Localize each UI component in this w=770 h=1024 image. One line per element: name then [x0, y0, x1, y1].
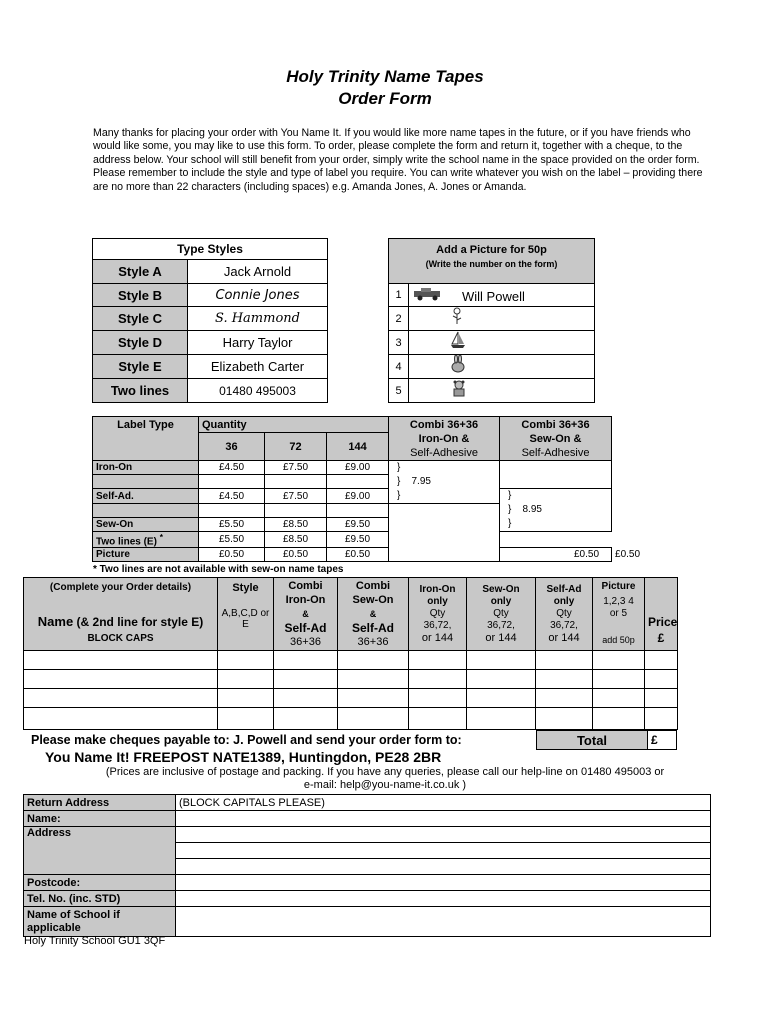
- cheques-payable-text: Please make cheques payable to: J. Powell and send your order form to:: [31, 733, 462, 747]
- order-style-input[interactable]: [218, 651, 274, 670]
- order-style-input[interactable]: [218, 708, 274, 730]
- sewon-only-col: or 144: [485, 632, 517, 644]
- style-label: Style C: [93, 307, 188, 331]
- teddy-icon: [450, 379, 470, 393]
- intro-text: [93, 127, 713, 194]
- quantity-144: 144: [327, 433, 389, 461]
- order-cell[interactable]: [536, 670, 593, 689]
- order-cell[interactable]: [536, 708, 593, 730]
- brace: }: [508, 518, 512, 529]
- order-name-input[interactable]: [24, 689, 218, 708]
- order-row: [24, 670, 678, 689]
- address-input[interactable]: [176, 859, 711, 875]
- order-cell[interactable]: [274, 651, 338, 670]
- brace: }: [397, 490, 401, 501]
- ironon-only-col: 36,72,: [423, 620, 452, 631]
- car-icon: [412, 287, 432, 301]
- block-capitals-note: (BLOCK CAPITALS PLEASE): [179, 796, 325, 809]
- type-styles-heading: Type Styles: [93, 239, 328, 260]
- price-cell: £4.50: [199, 489, 265, 504]
- order-cell[interactable]: [593, 670, 645, 689]
- form-title: Holy Trinity Name Tapes: [286, 67, 484, 86]
- price-cell: £9.50: [327, 518, 389, 532]
- combi-sewon-price: 8.95: [522, 504, 542, 515]
- style-label: Style A: [93, 260, 188, 284]
- style-sample: Elizabeth Carter: [188, 355, 328, 379]
- flower-icon: [450, 307, 470, 321]
- freepost-address: You Name It! FREEPOST NATE1389, Huntingdon, PE28 2BR: [45, 749, 442, 765]
- label-type-name: Iron-On: [93, 461, 199, 475]
- combi-sewon-col: Combi: [355, 580, 391, 592]
- school-name-input[interactable]: [176, 907, 711, 937]
- picture-number: 1: [389, 284, 409, 307]
- order-cell[interactable]: [409, 708, 467, 730]
- order-cell[interactable]: [593, 651, 645, 670]
- combi-ironon-col: &: [302, 609, 309, 619]
- picture-sample: Will Powell: [462, 288, 525, 304]
- label-type-name: Two lines (E): [96, 536, 157, 548]
- email-note: e-mail: help@you-name-it.co.uk ): [303, 779, 467, 791]
- order-cell[interactable]: [593, 708, 645, 730]
- total-table: [536, 730, 677, 750]
- order-cell[interactable]: [274, 689, 338, 708]
- order-cell[interactable]: [274, 670, 338, 689]
- order-cell[interactable]: [536, 651, 593, 670]
- sewon-only-col: only: [490, 596, 512, 607]
- price-col-currency: £: [657, 631, 665, 645]
- sewon-only-col: 36,72,: [487, 620, 515, 631]
- picture-table: [388, 238, 595, 403]
- style-label: Style B: [93, 284, 188, 307]
- style-label: Style D: [93, 331, 188, 355]
- price-cell: £0.50: [199, 548, 265, 562]
- price-cell: £9.00: [327, 489, 389, 504]
- order-price-cell[interactable]: [645, 651, 678, 670]
- order-cell[interactable]: [338, 651, 409, 670]
- label-type-name: Self-Ad.: [93, 489, 199, 504]
- price-cell: £5.50: [199, 532, 265, 548]
- intro-paragraph-2: Please remember to include the style and type of label you require. You can write whatever you wish on the label – providing there are no more than 22 characters (including spaces) e.g. Amanda Jones, A. Jones or Amanda.: [93, 167, 703, 193]
- selfad-only-col: Qty: [556, 608, 572, 619]
- order-price-cell[interactable]: [645, 670, 678, 689]
- name-heading: Name: [37, 614, 74, 629]
- price-table: Label Type Quantity Combi 36+36 Iron-On & Self-Adhesive Combi 36+36 Sew-On & Self-Adhesive 36 72 144 Iron-On £4.50 £7.50 £9.00 } } 7.95 } Self-Ad. £4.50 £7.50 £9.00 } } 8.95 } Sew-On £5.50 £8.50 £9.50 Two lines (E) * £5.50 £8.50 £9.50 Picture £0.50 £0.50 £0.50 £0.50 £0.50: [92, 416, 612, 562]
- style-sample: Harry Taylor: [188, 331, 328, 355]
- price-cell: £0.50: [327, 548, 389, 562]
- order-cell[interactable]: [536, 689, 593, 708]
- postcode-label: Postcode:: [24, 875, 176, 891]
- selfad-only-col: only: [553, 596, 575, 607]
- name-input[interactable]: [176, 811, 711, 827]
- order-cell[interactable]: [409, 651, 467, 670]
- order-name-input[interactable]: [24, 708, 218, 730]
- telephone-label: Tel. No. (inc. STD): [24, 891, 176, 907]
- price-cell: £9.50: [327, 532, 389, 548]
- order-name-input[interactable]: [24, 670, 218, 689]
- combi-sewon-qty: 36+36: [357, 636, 389, 648]
- combi-sewon-heading: Self-Adhesive: [521, 446, 590, 459]
- footnote-star: *: [159, 532, 163, 542]
- combi-sewon-heading: Sew-On &: [529, 432, 582, 445]
- ironon-only-col: Iron-On: [419, 584, 456, 595]
- brace: }: [397, 462, 401, 473]
- price-cell: £7.50: [265, 489, 327, 504]
- picture-col-add: add 50p: [602, 635, 635, 645]
- ironon-only-col: or 144: [421, 632, 454, 644]
- order-cell[interactable]: [593, 689, 645, 708]
- sailboat-icon: [450, 331, 470, 345]
- ironon-only-col: only: [427, 596, 448, 607]
- combi-ironon-col: Combi: [288, 580, 323, 592]
- combi-ironon-qty: 36+36: [290, 636, 321, 648]
- price-cell: £0.50: [265, 548, 327, 562]
- total-label: Total: [537, 731, 648, 750]
- combi-ironon-heading: Iron-On &: [418, 432, 470, 445]
- style-sample: Jack Arnold: [188, 260, 328, 284]
- price-cell: £8.50: [265, 518, 327, 532]
- rabbit-icon: [450, 355, 470, 369]
- return-address-table: [23, 794, 711, 937]
- label-type-heading: Label Type: [93, 417, 199, 461]
- brace: }: [508, 504, 512, 515]
- quantity-heading: Quantity: [199, 417, 389, 433]
- combi-ironon-col: Self-Ad: [284, 621, 327, 635]
- telephone-input[interactable]: [176, 891, 711, 907]
- order-cell[interactable]: [467, 708, 536, 730]
- return-address-input[interactable]: [176, 795, 711, 811]
- address-input[interactable]: [176, 843, 711, 859]
- order-style-input[interactable]: [218, 689, 274, 708]
- picture-subheading: (Write the number on the form): [425, 259, 558, 269]
- address-input[interactable]: [176, 827, 711, 843]
- order-details-heading: (Complete your Order details): [49, 582, 192, 593]
- combi-sewon-heading: Combi 36+36: [521, 418, 590, 431]
- form-subtitle: Order Form: [338, 89, 432, 108]
- prices-note: (Prices are inclusive of postage and packing. If you have any queries, please call our help-line on 01480 495003 or: [105, 766, 665, 778]
- address-label: Address: [24, 827, 176, 875]
- order-cell[interactable]: [467, 689, 536, 708]
- style-label: Two lines: [93, 379, 188, 403]
- total-input[interactable]: £: [648, 731, 677, 750]
- quantity-36: 36: [199, 433, 265, 461]
- style-sample: Connie Jones: [188, 284, 328, 307]
- picture-col-heading: Picture: [601, 581, 636, 592]
- picture-number: 3: [389, 331, 409, 355]
- price-cell: £5.50: [199, 518, 265, 532]
- name-heading-sub: (& 2nd line for style E): [76, 615, 204, 629]
- order-price-cell[interactable]: [645, 689, 678, 708]
- combi-ironon-heading: Self-Adhesive: [410, 446, 478, 459]
- order-cell[interactable]: [338, 708, 409, 730]
- picture-number: 4: [389, 355, 409, 379]
- school-name-label: Name of School if applicable: [24, 907, 176, 937]
- price-cell: £4.50: [199, 461, 265, 475]
- order-cell[interactable]: [338, 689, 409, 708]
- picture-number: 5: [389, 379, 409, 403]
- brace: }: [508, 490, 512, 501]
- order-cell[interactable]: [467, 651, 536, 670]
- order-row: [24, 708, 678, 730]
- sewon-only-col: Qty: [493, 608, 509, 619]
- style-label: Style E: [93, 355, 188, 379]
- style-sample: S. Hammond: [188, 307, 328, 331]
- combi-sewon-col: Self-Ad: [352, 621, 394, 635]
- quantity-72: 72: [265, 433, 327, 461]
- price-col-heading: Price: [648, 615, 678, 629]
- price-cell: £8.50: [265, 532, 327, 548]
- postcode-input[interactable]: [176, 875, 711, 891]
- combi-ironon-heading: Combi 36+36: [409, 418, 479, 431]
- type-styles-table: [92, 238, 328, 403]
- name-label: Name:: [24, 811, 176, 827]
- ironon-only-col: Qty: [429, 608, 446, 619]
- order-cell[interactable]: [409, 689, 467, 708]
- footer-school: Holy Trinity School GU1 3QF: [24, 935, 166, 947]
- combi-ironon-picture-price: £0.50: [500, 548, 612, 562]
- combi-sewon-col: Sew-On: [352, 594, 394, 606]
- selfad-only-col: Self-Ad: [546, 584, 582, 595]
- combi-ironon-col: Iron-On: [285, 594, 326, 606]
- price-cell: £9.00: [327, 461, 389, 475]
- order-cell[interactable]: [409, 670, 467, 689]
- price-cell: £7.50: [265, 461, 327, 475]
- picture-number: 2: [389, 307, 409, 331]
- block-caps-label: BLOCK CAPS: [87, 633, 154, 644]
- brace: }: [397, 476, 401, 487]
- combi-ironon-price: 7.95: [411, 476, 431, 487]
- style-heading: Style: [232, 582, 259, 594]
- order-price-cell[interactable]: [645, 708, 678, 730]
- order-table: [23, 577, 678, 730]
- label-type-name: Sew-On: [93, 518, 199, 532]
- selfad-only-col: or 144: [548, 632, 580, 644]
- order-cell[interactable]: [274, 708, 338, 730]
- return-address-label: Return Address: [24, 795, 176, 811]
- intro-paragraph-1: Many thanks for placing your order with You Name It. If you would like more name tapes in the future, or if you have friends who would like some, you may like to use this form. To order, please complete the form and return it, together with a cheque, to the address below. Your school will still benefit from your order, simply write the school name in the space provided on the order form.: [93, 127, 700, 166]
- combi-sewon-col: &: [369, 609, 377, 619]
- order-row: [24, 689, 678, 708]
- picture-col-options: 1,2,3 4 or 5: [603, 596, 634, 619]
- order-row: [24, 651, 678, 670]
- two-lines-note: * Two lines are not available with sew-on name tapes: [93, 564, 344, 575]
- order-name-input[interactable]: [24, 651, 218, 670]
- style-options: A,B,C,D or E: [221, 608, 270, 630]
- order-style-input[interactable]: [218, 670, 274, 689]
- sewon-only-col: Sew-On: [482, 584, 520, 595]
- order-cell[interactable]: [338, 670, 409, 689]
- order-cell[interactable]: [467, 670, 536, 689]
- selfad-only-col: 36,72,: [550, 620, 578, 631]
- label-type-name: Picture: [93, 548, 199, 562]
- picture-heading: Add a Picture for 50p: [436, 244, 547, 256]
- style-sample: 01480 495003: [188, 379, 328, 403]
